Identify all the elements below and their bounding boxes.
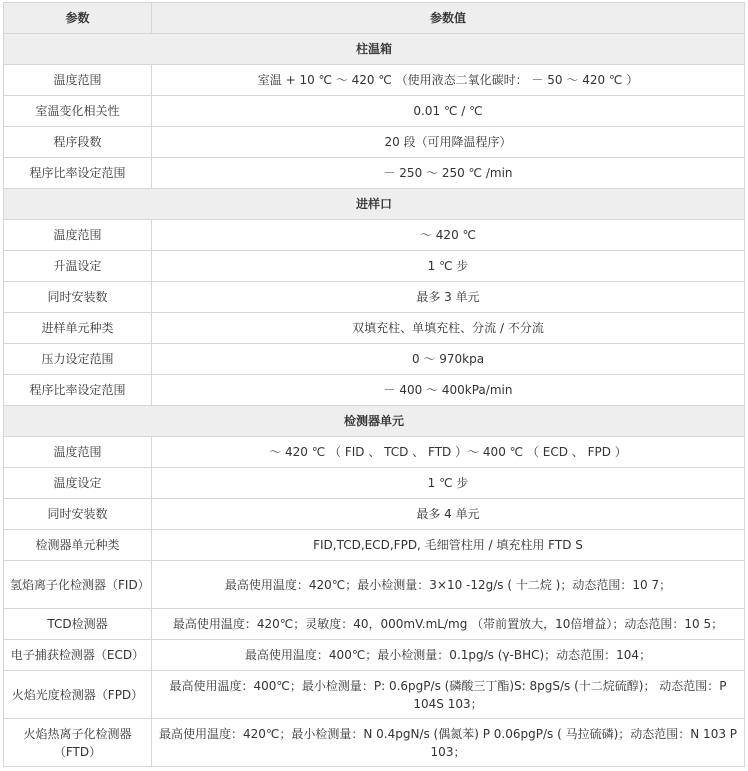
table-row xyxy=(4,375,745,406)
section-title-oven: 柱温箱 xyxy=(4,34,745,65)
param-value: 20 段（可用降温程序） xyxy=(152,127,745,158)
param-name: 进样单元种类 xyxy=(4,313,152,344)
param-name: 氢焰离子化检测器（FID） xyxy=(4,561,152,609)
table-row xyxy=(4,251,745,282)
param-name: 温度范围 xyxy=(4,220,152,251)
table-row xyxy=(4,609,745,640)
param-name: 程序段数 xyxy=(4,127,152,158)
table-row xyxy=(4,220,745,251)
param-value: － 250 ～ 250 ℃ /min xyxy=(152,158,745,189)
table-row xyxy=(4,671,745,719)
table-row xyxy=(4,65,745,96)
table-row xyxy=(4,437,745,468)
header-value: 参数值 xyxy=(152,3,745,34)
param-name: 同时安装数 xyxy=(4,499,152,530)
param-value: 0 ～ 970kpa xyxy=(152,344,745,375)
spec-table xyxy=(3,2,745,767)
param-name: 火焰光度检测器（FPD） xyxy=(4,671,152,719)
param-value: 最多 3 单元 xyxy=(152,282,745,313)
table-row xyxy=(4,313,745,344)
param-name: 程序比率设定范围 xyxy=(4,158,152,189)
param-name: 电子捕获检测器（ECD） xyxy=(4,640,152,671)
param-name: 温度设定 xyxy=(4,468,152,499)
param-name: 温度范围 xyxy=(4,65,152,96)
param-value: 最高使用温度：420℃；灵敏度：40，000mV.mL/mg （带前置放大，10倍增益）；动态范围：10 5； xyxy=(152,609,745,640)
param-value: 0.01 ℃ / ℃ xyxy=(152,96,745,127)
section-title-inlet: 进样口 xyxy=(4,189,745,220)
table-row xyxy=(4,530,745,561)
param-value: 最高使用温度：400℃；最小检测量：0.1pg/s (γ-BHC)；动态范围：104； xyxy=(152,640,745,671)
param-value: 1 ℃ 步 xyxy=(152,468,745,499)
table-row xyxy=(4,561,745,609)
param-name: 程序比率设定范围 xyxy=(4,375,152,406)
param-value: 最多 4 单元 xyxy=(152,499,745,530)
section-title-detector: 检测器单元 xyxy=(4,406,745,437)
header-row xyxy=(4,3,745,34)
param-value: ～ 420 ℃ （ FID 、 TCD 、 FTD ）～ 400 ℃ （ ECD 、 FPD ） xyxy=(152,437,745,468)
param-value: － 400 ～ 400kPa/min xyxy=(152,375,745,406)
table-row xyxy=(4,719,745,767)
param-value: 最高使用温度：400℃；最小检测量：P: 0.6pgP/s (磷酸三丁酯)S: 8pgS/s (十二烷硫醇)； 动态范围：P 104S 103； xyxy=(152,671,745,719)
table-row xyxy=(4,158,745,189)
section-row xyxy=(4,34,745,65)
param-name: 检测器单元种类 xyxy=(4,530,152,561)
table-row xyxy=(4,344,745,375)
section-row xyxy=(4,189,745,220)
param-value: ～ 420 ℃ xyxy=(152,220,745,251)
param-name: 室温变化相关性 xyxy=(4,96,152,127)
param-value: 1 ℃ 步 xyxy=(152,251,745,282)
table-row xyxy=(4,499,745,530)
table-row xyxy=(4,96,745,127)
table-row xyxy=(4,468,745,499)
param-name: 火焰热离子化检测器（FTD） xyxy=(4,719,152,767)
table-row xyxy=(4,640,745,671)
param-value: 双填充柱、单填充柱、分流 / 不分流 xyxy=(152,313,745,344)
param-name: 温度范围 xyxy=(4,437,152,468)
param-value: 最高使用温度：420℃；最小检测量：3×10 -12g/s ( 十二烷 )；动态范围：10 7； xyxy=(152,561,745,609)
param-value: 室温 + 10 ℃ ～ 420 ℃ （使用液态二氧化碳时： － 50 ～ 420 ℃ ） xyxy=(152,65,745,96)
table-row xyxy=(4,282,745,313)
section-row xyxy=(4,406,745,437)
table-row xyxy=(4,127,745,158)
param-value: 最高使用温度：420℃；最小检测量：N 0.4pgN/s (偶氮苯) P 0.06pgP/s ( 马拉硫磷)；动态范围：N 103 P 103； xyxy=(152,719,745,767)
param-name: TCD检测器 xyxy=(4,609,152,640)
param-name: 压力设定范围 xyxy=(4,344,152,375)
header-param: 参数 xyxy=(4,3,152,34)
param-value: FID,TCD,ECD,FPD, 毛细管柱用 / 填充柱用 FTD S xyxy=(152,530,745,561)
param-name: 同时安装数 xyxy=(4,282,152,313)
param-name: 升温设定 xyxy=(4,251,152,282)
